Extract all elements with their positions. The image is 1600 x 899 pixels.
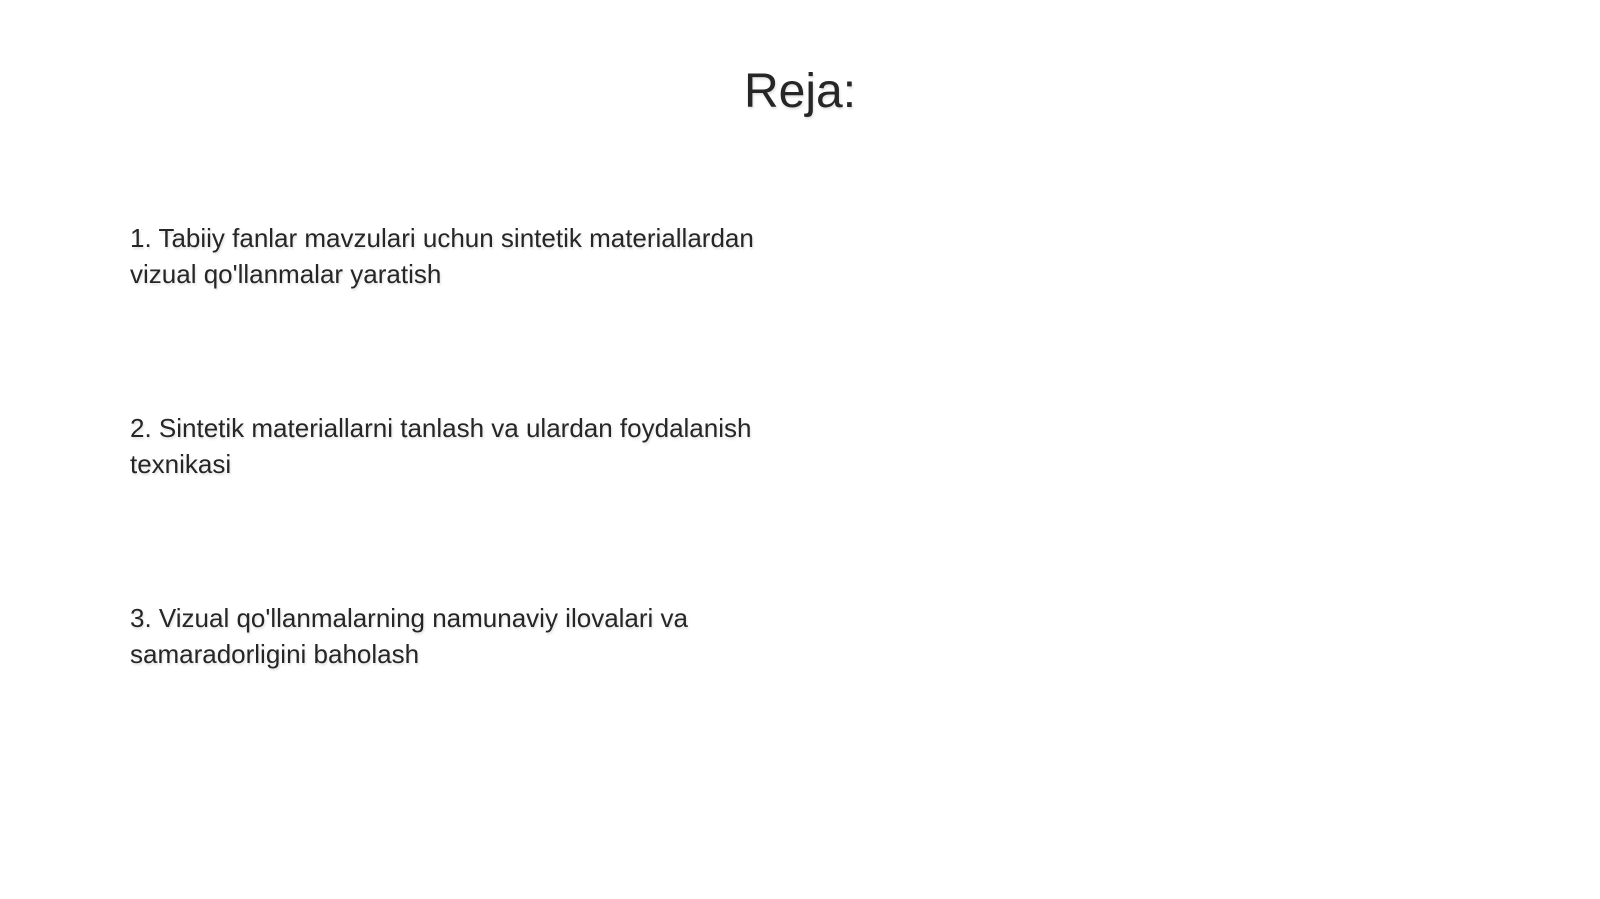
plan-item-3: 3. Vizual qo'llanmalarning namunaviy ilovalari va samaradorligini baholash	[130, 603, 689, 669]
plan-item-2: 2. Sintetik materiallarni tanlash va ulardan foydalanish texnikasi	[130, 413, 752, 479]
slide-title: Reja:	[743, 65, 857, 118]
plan-item-1: 1. Tabiiy fanlar mavzulari uchun sintetik materiallardan vizual qo'llanmalar yaratish	[130, 223, 754, 289]
